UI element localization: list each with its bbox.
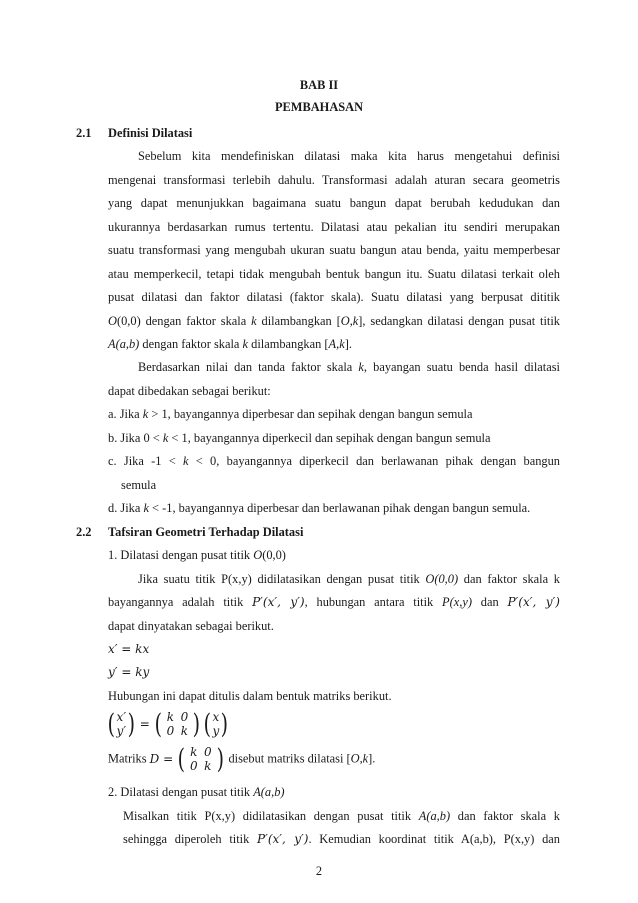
matrix-lhs: x′ y′ bbox=[116, 710, 127, 738]
list-item-a: a. Jika k > 1, bayangannya diperbesar dan sepihak dengan bangun semula bbox=[108, 407, 473, 421]
paragraph-line: A(a,b) dengan faktor skala k dilambangkan [A,k]. bbox=[108, 337, 352, 351]
matrix-definition: Matriks D = ( k 00 k ) disebut matriks dilatasi [O,k]. bbox=[108, 743, 376, 775]
paragraph-line: suatu transformasi yang mengubah ukuran suatu bangun atau benda, yaitu memperbesar bbox=[108, 243, 560, 257]
numbered-item-1: 1. Dilatasi dengan pusat titik O(0,0) bbox=[108, 548, 286, 562]
paragraph-line: Jika suatu titik P(x,y) didilatasikan dengan pusat titik O(0,0) dan faktor skala k bbox=[138, 572, 560, 586]
paragraph-line: atau memperkecil, tetapi tidak mengubah bentuk bangun itu. Suatu dilatasi terkait oleh bbox=[108, 267, 560, 281]
matrix-equation: ( x′ y′) = ( k 00 k ) ( x y) bbox=[107, 708, 229, 740]
list-item-c: c. Jika -1 < k < 0, bayangannya diperkecil dan berlawanan pihak dengan bangun bbox=[108, 454, 560, 468]
chapter-title: PEMBAHASAN bbox=[274, 100, 364, 114]
paragraph-line: Berdasarkan nilai dan tanda faktor skala k, bayangan suatu benda hasil dilatasi bbox=[138, 360, 560, 374]
paragraph-line: dapat dibedakan sebagai berikut: bbox=[108, 384, 271, 398]
section-number-2-1: 2.1 bbox=[76, 126, 92, 140]
matrix-rhs: x y bbox=[212, 710, 220, 738]
numbered-item-2: 2. Dilatasi dengan pusat titik A(a,b) bbox=[108, 785, 285, 799]
equation-x: x′ = kx bbox=[108, 642, 150, 656]
paragraph-line: Misalkan titik P(x,y) didilatasikan dengan pusat titik A(a,b) dan faktor skala k bbox=[123, 809, 560, 823]
list-item-d: d. Jika k < -1, bayangannya diperbesar dan berlawanan pihak dengan bangun semula. bbox=[108, 501, 531, 515]
paragraph-line: bayangannya adalah titik P′(x′, y′), hubungan antara titik P(x,y) dan P′(x′, y′) bbox=[108, 595, 560, 609]
chapter-label: BAB II bbox=[299, 78, 339, 92]
section-number-2-2: 2.2 bbox=[76, 525, 92, 539]
paragraph-line: Sebelum kita mendefiniskan dilatasi maka kita harus mengetahui definisi bbox=[138, 149, 560, 163]
paragraph-line: sehingga diperoleh titik P′(x′, y′). Kemudian koordinat titik A(a,b), P(x,y) dan bbox=[123, 832, 560, 846]
section-title-2-2: Tafsiran Geometri Terhadap Dilatasi bbox=[108, 525, 304, 539]
paragraph-line: mengenai transformasi terlebih dahulu. Transformasi adalah aturan secara geometris bbox=[108, 173, 560, 187]
paragraph-line: pusat dilatasi dan faktor dilatasi (faktor skala). Suatu dilatasi yang berpusat dititik bbox=[108, 290, 560, 304]
equation-y: y′ = ky bbox=[108, 665, 150, 679]
paragraph-line: O(0,0) dengan faktor skala k dilambangkan [O,k], sedangkan dilatasi dengan pusat titik bbox=[108, 314, 560, 328]
paragraph-line: dapat dinyatakan sebagai berikut. bbox=[108, 619, 274, 633]
paragraph-line: yang dapat menunjukkan bagaimana suatu bangun dapat berubah kedudukan dan bbox=[108, 196, 560, 210]
section-title-2-1: Definisi Dilatasi bbox=[108, 126, 193, 140]
list-item-c-continuation: semula bbox=[121, 478, 157, 492]
paragraph-line: Hubungan ini dapat ditulis dalam bentuk matriks berikut. bbox=[108, 689, 392, 703]
list-item-b: b. Jika 0 < k < 1, bayangannya diperkecil dan sepihak dengan bangun semula bbox=[108, 431, 491, 445]
paragraph-line: ukurannya berdasarkan rumus tertentu. Dilatasi atau pekalian itu sendiri merupakan bbox=[108, 220, 560, 234]
page-number: 2 bbox=[315, 864, 323, 878]
